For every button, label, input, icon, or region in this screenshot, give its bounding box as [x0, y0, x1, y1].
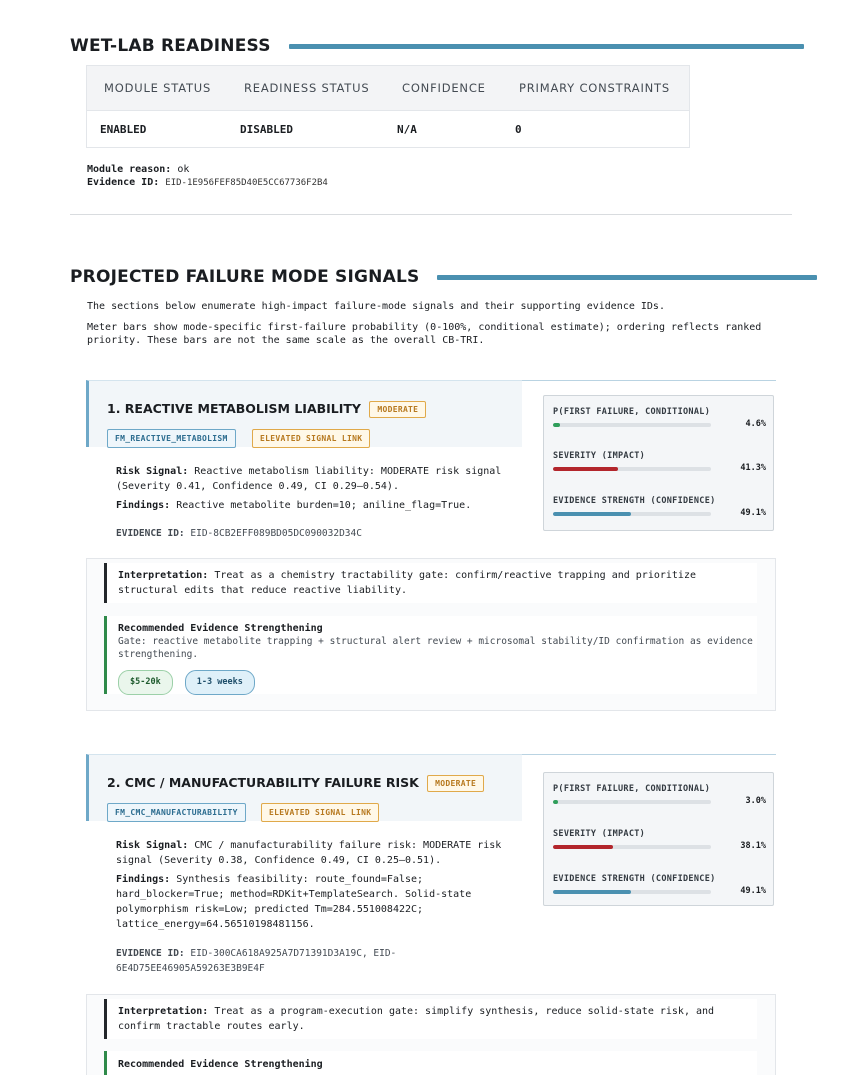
readiness-table [86, 65, 690, 148]
mode-2-recommendation [104, 1051, 757, 1075]
mode-1-rec-label: Recommended Evidence Strengthening [118, 623, 323, 634]
mode-1-evidence [116, 526, 516, 541]
mode-1-meters [543, 395, 774, 531]
meter-track [553, 890, 711, 894]
module-evidence-label: Evidence ID: [87, 177, 160, 188]
mode-2-meter-p-first [553, 784, 766, 806]
mode-1-findings-text: Reactive metabolite burden=10; aniline_flag=True. [176, 500, 472, 511]
mode-2-findings-label: Findings: [116, 874, 171, 885]
mode-2-meters [543, 772, 774, 906]
mode-2-evidence-label: EVIDENCE ID: [116, 948, 185, 959]
time-pill: 1-3 weeks [185, 670, 255, 695]
meter-value-evidence: 49.1% [740, 886, 766, 896]
meter-track [553, 800, 711, 804]
mode-2-header-line [522, 754, 776, 755]
wetlab-title-rule [289, 44, 804, 49]
mode-2-interp-text: Treat as a program-execution gate: simplify synthesis, reduce solid-state risk, and confirm tractable routes early. [118, 1006, 715, 1032]
mode-1-recommendation [104, 616, 757, 694]
wetlab-section-header [70, 36, 804, 56]
projected-section-header [70, 267, 817, 287]
col-confidence: CONFIDENCE [402, 81, 486, 95]
meter-label-p-first: P(FIRST FAILURE, CONDITIONAL) [553, 407, 711, 417]
meter-track [553, 467, 711, 471]
meter-fill-p-first [553, 800, 558, 804]
mode-1-evidence-text: EID-8CB2EFF089BD05DC090032D34C [190, 528, 362, 539]
mode-2-meter-evidence [553, 874, 766, 896]
mode-2-title [107, 775, 484, 792]
mode-2-signal-link[interactable]: ELEVATED SIGNAL LINK [261, 803, 379, 822]
mode-1-meter-evidence [553, 496, 766, 518]
cell-primary-constraints: 0 [515, 122, 522, 136]
wetlab-title: WET-LAB READINESS [70, 36, 271, 56]
mode-2-id-tag[interactable]: FM_CMC_MANUFACTURABILITY [107, 803, 246, 822]
cell-confidence: N/A [397, 122, 417, 136]
mode-1-title-text: 1. REACTIVE METABOLISM LIABILITY [107, 401, 361, 416]
mode-2-interpretation-box [86, 994, 776, 1075]
mode-2-risk-label: Risk Signal: [116, 840, 189, 851]
meter-value-severity: 38.1% [740, 841, 766, 851]
projected-intro-1: The sections below enumerate high-impact failure-mode signals and their supporting evidence IDs. [87, 301, 665, 312]
projected-title-rule [437, 275, 817, 280]
mode-1-risk-text: Reactive metabolism liability: MODERATE risk signal (Severity 0.41, Confidence 0.49, CI 0.29–0.54). [116, 466, 502, 492]
meter-fill-evidence [553, 890, 631, 894]
col-primary-constraints: PRIMARY CONSTRAINTS [519, 81, 670, 95]
mode-1-interpretation [104, 563, 757, 603]
cell-readiness-status: DISABLED [240, 122, 293, 136]
projected-intro-2: Meter bars show mode-specific first-failure probability (0-100%, conditional estimate); ordering reflects ranked priority. These bars are not the same scale as the overall CB-TRI. [87, 322, 762, 346]
section-divider [70, 214, 792, 215]
projected-title: PROJECTED FAILURE MODE SIGNALS [70, 267, 420, 287]
mode-1-interpretation-box [86, 558, 776, 711]
mode-1-rec-pills [118, 670, 757, 695]
module-evidence [87, 177, 328, 188]
mode-1-signal-link[interactable]: ELEVATED SIGNAL LINK [252, 429, 370, 448]
cost-pill: $5-20k [118, 670, 173, 695]
mode-2-rec-label: Recommended Evidence Strengthening [118, 1059, 323, 1070]
meter-fill-severity [553, 467, 618, 471]
mode-1-title [107, 401, 426, 418]
meter-label-evidence: EVIDENCE STRENGTH (CONFIDENCE) [553, 496, 716, 506]
mode-1-meter-p-first [553, 407, 766, 429]
mode-2-interp-label: Interpretation: [118, 1006, 209, 1017]
meter-value-p-first: 3.0% [745, 796, 766, 806]
meter-fill-severity [553, 845, 613, 849]
mode-2-severity-badge: MODERATE [427, 775, 484, 792]
readiness-table-header [87, 66, 689, 111]
failure-mode-card-1 [86, 380, 776, 560]
meter-label-severity: SEVERITY (IMPACT) [553, 829, 646, 839]
meter-fill-p-first [553, 423, 560, 427]
meter-fill-evidence [553, 512, 631, 516]
module-reason-value: ok [177, 164, 190, 175]
mode-1-risk-label: Risk Signal: [116, 466, 189, 477]
meter-track [553, 512, 711, 516]
cell-module-status: ENABLED [100, 122, 147, 136]
mode-1-interp-text: Treat as a chemistry tractability gate: confirm/reactive trapping and prioritize structural edits that reduce reactive liability. [118, 570, 696, 596]
meter-track [553, 845, 711, 849]
failure-mode-card-2 [86, 754, 776, 984]
mode-2-findings [116, 872, 516, 932]
meter-value-evidence: 49.1% [740, 508, 766, 518]
module-reason-label: Module reason: [87, 164, 172, 175]
meter-label-evidence: EVIDENCE STRENGTH (CONFIDENCE) [553, 874, 716, 884]
module-reason [87, 164, 189, 175]
mode-2-title-text: 2. CMC / MANUFACTURABILITY FAILURE RISK [107, 775, 419, 790]
col-module-status: MODULE STATUS [104, 81, 212, 95]
mode-2-interpretation [104, 999, 757, 1039]
mode-2-risk-text: CMC / manufacturability failure risk: MODERATE risk signal (Severity 0.38, Confidence 0.49, CI 0.25–0.51). [116, 840, 502, 866]
mode-1-interp-label: Interpretation: [118, 570, 209, 581]
mode-1-id-tag[interactable]: FM_REACTIVE_METABOLISM [107, 429, 236, 448]
module-evidence-value: EID-1E956FEF85D40E5CC67736F2B4 [165, 178, 328, 188]
mode-2-meter-severity [553, 829, 766, 851]
meter-value-severity: 41.3% [740, 463, 766, 473]
mode-2-evidence [116, 946, 406, 976]
mode-1-header-line [522, 380, 776, 381]
mode-1-risk-signal [116, 464, 516, 494]
readiness-table-row [87, 111, 689, 147]
col-readiness-status: READINESS STATUS [244, 81, 370, 95]
mode-2-findings-text: Synthesis feasibility: route_found=False; hard_blocker=True; method=RDKit+TemplateSearch. Solid-state polymorphism risk=Low; predicted Tm=284.551008422C; lattice_energy=64.56510198481156. [116, 874, 472, 930]
mode-2-evidence-text: EID-300CA618A925A7D71391D3A19C, EID-6E4D75EE46905A59263E3B9E4F [116, 948, 397, 974]
mode-1-meter-severity [553, 451, 766, 473]
mode-2-risk-signal [116, 838, 516, 868]
meter-track [553, 423, 711, 427]
mode-1-severity-badge: MODERATE [369, 401, 426, 418]
mode-1-findings-label: Findings: [116, 500, 171, 511]
meter-label-severity: SEVERITY (IMPACT) [553, 451, 646, 461]
mode-1-findings [116, 498, 516, 513]
mode-1-rec-text: Gate: reactive metabolite trapping + structural alert review + microsomal stability/ID confirmation as evidence strengthening. [118, 636, 753, 660]
mode-1-evidence-label: EVIDENCE ID: [116, 528, 185, 539]
meter-label-p-first: P(FIRST FAILURE, CONDITIONAL) [553, 784, 711, 794]
meter-value-p-first: 4.6% [745, 419, 766, 429]
